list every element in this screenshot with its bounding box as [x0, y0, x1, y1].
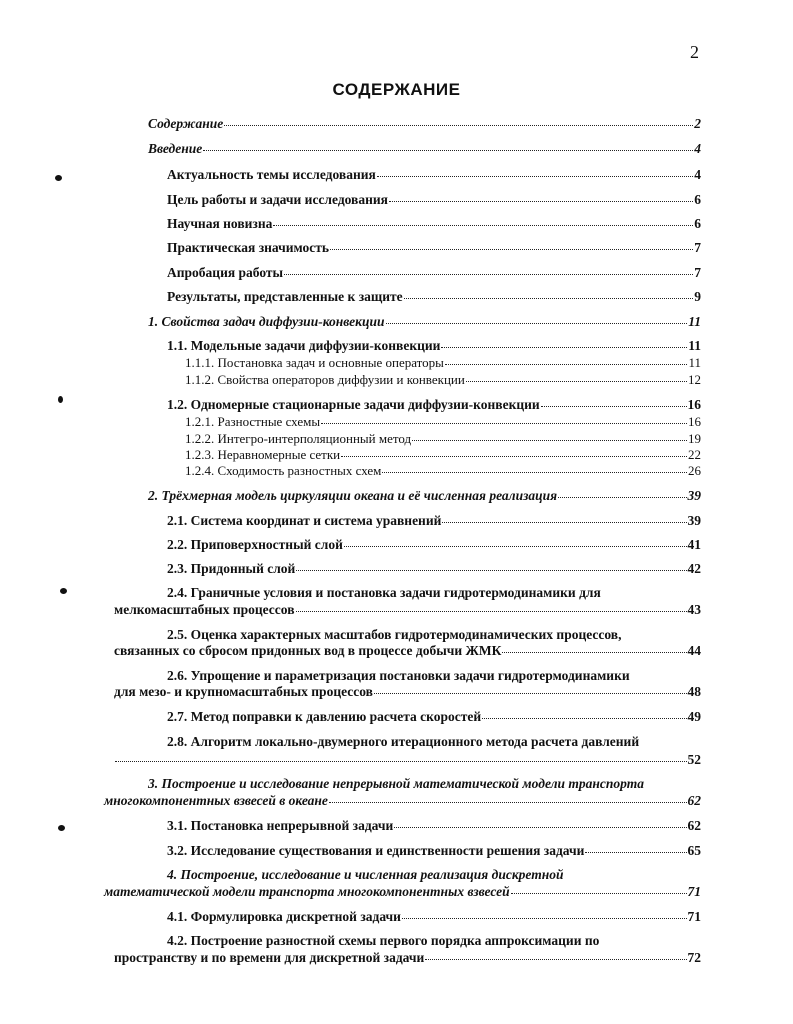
- toc-entry-chapter-1[interactable]: 1. Свойства задач диффузии-конвекции 11: [148, 314, 701, 329]
- toc-entry-chapter-3-line1[interactable]: 3. Построение и исследование непрерывной математической модели транспорта: [148, 776, 644, 791]
- toc-entry-novelty[interactable]: Научная новизна 6: [167, 216, 701, 231]
- toc-entry-section-1-2-4[interactable]: 1.2.4. Сходимость разностных схем 26: [185, 463, 701, 478]
- toc-entry-section-1-2-1[interactable]: 1.2.1. Разностные схемы 16: [185, 414, 701, 429]
- toc-entry-section-2-6[interactable]: для мезо- и крупномасштабных процессов 48: [114, 684, 701, 699]
- toc-entry-section-1-2-2[interactable]: 1.2.2. Интегро-интерполяционный метод 19: [185, 431, 701, 446]
- toc-entry-section-2-7[interactable]: 2.7. Метод поправки к давлению расчета скоростей 49: [167, 709, 701, 724]
- toc-entry-introduction[interactable]: Введение 4: [148, 141, 701, 156]
- page-number: 2: [690, 42, 699, 62]
- toc-entry-significance[interactable]: Практическая значимость 7: [167, 240, 701, 255]
- toc-entry-section-4-2-line1[interactable]: 4.2. Построение разностной схемы первого порядка аппроксимации по: [167, 933, 600, 948]
- toc-entry-chapter-4-line1[interactable]: 4. Построение, исследование и численная реализация дискретной: [167, 867, 564, 882]
- toc-entry-section-1-1-1[interactable]: 1.1.1. Постановка задач и основные операторы 11: [185, 355, 701, 370]
- toc-entry-results[interactable]: Результаты, представленные к защите 9: [167, 289, 701, 304]
- toc-title: СОДЕРЖАНИЕ: [332, 80, 461, 99]
- toc-entry-chapter-2[interactable]: 2. Трёхмерная модель циркуляции океана и её численная реализация 39: [148, 488, 701, 503]
- toc-entry-section-1-2-3[interactable]: 1.2.3. Неравномерные сетки 22: [185, 447, 701, 462]
- toc-entry-section-2-6-line1[interactable]: 2.6. Упрощение и параметризация постановки задачи гидротермодинамики: [167, 668, 630, 683]
- toc-entry-section-2-4[interactable]: мелкомасштабных процессов 43: [114, 602, 701, 617]
- toc-entry-section-1-1[interactable]: 1.1. Модельные задачи диффузии-конвекции 11: [167, 338, 701, 353]
- toc-entry-section-2-3[interactable]: 2.3. Придонный слой 42: [167, 561, 701, 576]
- toc-entry-section-3-1[interactable]: 3.1. Постановка непрерывной задачи 62: [167, 818, 701, 833]
- toc-entry-section-2-8-line1[interactable]: 2.8. Алгоритм локально-двумерного итерационного метода расчета давлений: [167, 734, 640, 749]
- toc-entry-chapter-4[interactable]: математической модели транспорта многокомпонентных взвесей 71: [104, 884, 701, 899]
- toc-entry-section-1-2[interactable]: 1.2. Одномерные стационарные задачи диффузии-конвекции 16: [167, 397, 701, 412]
- toc-entry-section-2-4-line1[interactable]: 2.4. Граничные условия и постановка задачи гидротермодинамики для: [167, 585, 601, 600]
- toc-entry-section-2-5[interactable]: связанных со сбросом придонных вод в процессе добычи ЖМК 44: [114, 643, 701, 658]
- toc-entry-goals[interactable]: Цель работы и задачи исследования 6: [167, 192, 701, 207]
- toc-entry-section-3-2[interactable]: 3.2. Исследование существования и единственности решения задачи 65: [167, 843, 701, 858]
- toc-entry-section-4-2[interactable]: пространству и по времени для дискретной задачи 72: [114, 950, 701, 965]
- toc-entry-contents[interactable]: Содержание 2: [148, 116, 701, 131]
- toc-entry-relevance[interactable]: Актуальность темы исследования 4: [167, 167, 701, 182]
- toc-entry-section-1-1-2[interactable]: 1.1.2. Свойства операторов диффузии и конвекции 12: [185, 372, 701, 387]
- toc-entry-section-2-1[interactable]: 2.1. Система координат и система уравнений 39: [167, 513, 701, 528]
- toc-entry-section-2-5-line1[interactable]: 2.5. Оценка характерных масштабов гидротермодинамических процессов,: [167, 627, 622, 642]
- toc-entry-section-2-2[interactable]: 2.2. Приповерхностный слой 41: [167, 537, 701, 552]
- toc-entry-approbation[interactable]: Апробация работы 7: [167, 265, 701, 280]
- toc-entry-section-2-8[interactable]: 52: [114, 752, 701, 768]
- toc-entry-chapter-3[interactable]: многокомпонентных взвесей в океане 62: [104, 793, 701, 808]
- toc-entry-section-4-1[interactable]: 4.1. Формулировка дискретной задачи 71: [167, 909, 701, 924]
